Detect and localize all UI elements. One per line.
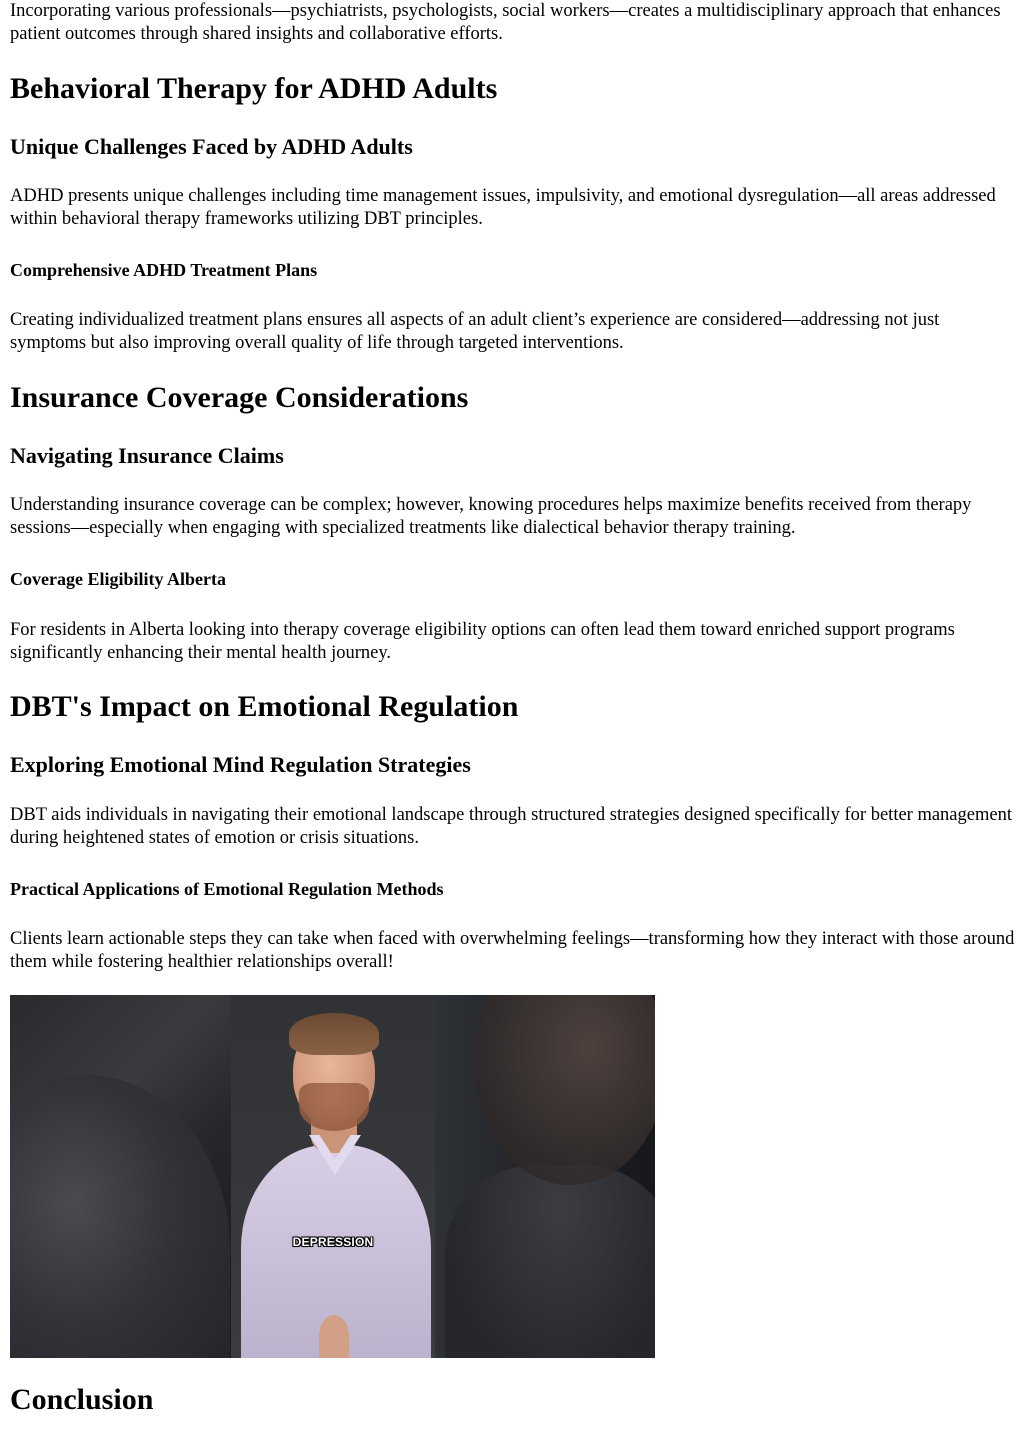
- section-heading-insurance: Insurance Coverage Considerations: [10, 381, 469, 414]
- paragraph-adhd-challenges: ADHD presents unique challenges including time management issues, impulsivity, and emotional dysregulation—all areas addressed within behavioral therapy frameworks utilizing DBT principles.: [10, 186, 996, 230]
- image-center-panel: [231, 995, 435, 1358]
- section-heading-dbt: DBT's Impact on Emotional Regulation: [10, 690, 519, 723]
- subheading-insurance-claims: Navigating Insurance Claims: [10, 443, 284, 468]
- paragraph-insurance-claims: Understanding insurance coverage can be complex; however, knowing procedures helps maximize benefits received from therapy sessions—especially when engaging with specialized treatments like dialectical behavior therapy training.: [10, 495, 972, 539]
- paragraph-practical-applications: Clients learn actionable steps they can take when faced with overwhelming feelings—transforming how they interact with those around them while fostering healthier relationships overall!: [10, 929, 1015, 973]
- subheading-adhd-challenges: Unique Challenges Faced by ADHD Adults: [10, 134, 413, 159]
- intro-paragraph: Incorporating various professionals—psychiatrists, psychologists, social workers—creates a multidisciplinary approach that enhances patient outcomes through shared insights and collaborative efforts.: [10, 1, 1001, 45]
- subheading-emotional-mind: Exploring Emotional Mind Regulation Strategies: [10, 752, 471, 777]
- paragraph-adhd-plans: Creating individualized treatment plans ensures all aspects of an adult client’s experience are considered—addressing not just symptoms but also improving overall quality of life through targeted interventions.: [10, 310, 940, 354]
- video-caption: DEPRESSION: [292, 1235, 374, 1249]
- video-still-image: [10, 995, 655, 1358]
- section-heading-adhd: Behavioral Therapy for ADHD Adults: [10, 72, 498, 105]
- paragraph-emotional-mind: DBT aids individuals in navigating their emotional landscape through structured strategies designed specifically for better management during heightened states of emotion or crisis situations.: [10, 805, 1012, 849]
- section-heading-conclusion: Conclusion: [10, 1383, 154, 1416]
- image-left-panel: [10, 995, 231, 1358]
- subheading-practical-applications: Practical Applications of Emotional Regulation Methods: [10, 879, 444, 899]
- paragraph-coverage-alberta: For residents in Alberta looking into therapy coverage eligibility options can often lead them toward enriched support programs significantly enhancing their mental health journey.: [10, 620, 955, 664]
- subheading-adhd-plans: Comprehensive ADHD Treatment Plans: [10, 260, 318, 280]
- image-right-panel: [435, 995, 655, 1358]
- subheading-coverage-alberta: Coverage Eligibility Alberta: [10, 569, 226, 589]
